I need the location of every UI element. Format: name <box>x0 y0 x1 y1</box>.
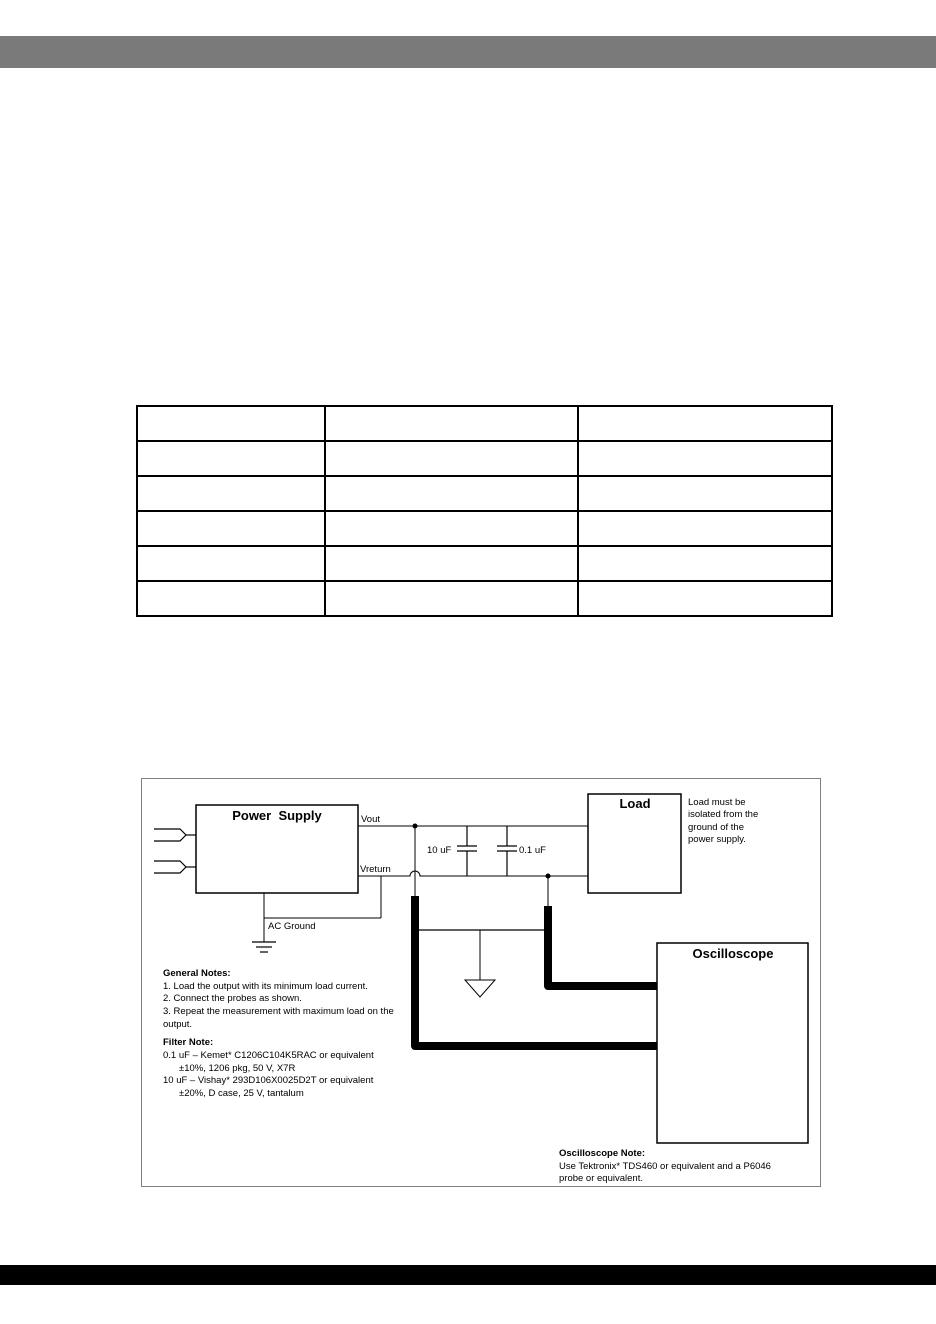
power-supply-label: Power Supply <box>232 808 322 823</box>
table-cell <box>325 441 578 476</box>
table-cell <box>325 511 578 546</box>
load-note-line: power supply. <box>688 834 746 845</box>
table-cell <box>325 476 578 511</box>
test-setup-diagram <box>141 778 821 1187</box>
table-cell <box>578 476 832 511</box>
general-note-line: 2. Connect the probes as shown. <box>163 993 302 1004</box>
chassis-ground-icon <box>465 980 495 997</box>
table-row <box>137 406 832 441</box>
vreturn-label: Vreturn <box>360 864 391 875</box>
table-cell <box>137 441 325 476</box>
oscilloscope-note-line: probe or equivalent. <box>559 1173 643 1184</box>
table-cell <box>137 511 325 546</box>
general-note-line: 3. Repeat the measurement with maximum load on the <box>163 1006 394 1017</box>
capacitor-10uf-symbol <box>457 826 477 876</box>
input-connector-2 <box>154 861 196 873</box>
general-note-line: output. <box>163 1019 193 1030</box>
table-cell <box>325 406 578 441</box>
load-note-line: isolated from the <box>688 809 759 820</box>
table-row <box>137 441 832 476</box>
load-note-line: ground of the <box>688 822 744 833</box>
table-row <box>137 546 832 581</box>
filter-note-line: 0.1 uF – Kemet* C1206C104K5RAC or equivalent <box>163 1050 374 1061</box>
table-row <box>137 511 832 546</box>
table-cell <box>325 546 578 581</box>
general-note-line: 1. Load the output with its minimum load current. <box>163 981 368 992</box>
probe-cable-vout <box>415 826 657 1046</box>
oscilloscope-note-line: Use Tektronix* TDS460 or equivalent and a P6046 <box>559 1161 771 1172</box>
oscilloscope-box <box>657 943 808 1143</box>
filter-note-line: 10 uF – Vishay* 293D106X0025D2T or equivalent <box>163 1075 374 1086</box>
table-cell <box>137 406 325 441</box>
input-connector-1 <box>154 829 196 841</box>
capacitor-10uf-label: 10 uF <box>427 845 452 856</box>
general-notes-title: General Notes: <box>163 968 231 979</box>
vreturn-wire <box>358 871 588 876</box>
load-note-line: Load must be <box>688 797 746 808</box>
filter-note-line: ±20%, D case, 25 V, tantalum <box>179 1088 304 1099</box>
table-cell <box>578 581 832 616</box>
earth-ground-icon <box>252 942 276 952</box>
capacitor-01uf-label: 0.1 uF <box>519 845 546 856</box>
table-cell <box>578 511 832 546</box>
oscilloscope-label: Oscilloscope <box>692 946 774 961</box>
table-cell <box>578 406 832 441</box>
table-row <box>137 581 832 616</box>
probe-cable-vreturn-thick <box>548 906 657 986</box>
table-cell <box>325 581 578 616</box>
filter-note-line: ±10%, 1206 pkg, 50 V, X7R <box>179 1063 296 1074</box>
filter-note-title: Filter Note: <box>163 1037 214 1048</box>
table-cell <box>137 581 325 616</box>
data-table <box>136 405 833 617</box>
capacitor-01uf-symbol <box>497 826 517 876</box>
footer-bar <box>0 1265 936 1285</box>
table-cell <box>137 476 325 511</box>
table-cell <box>578 441 832 476</box>
table-row <box>137 476 832 511</box>
ac-ground-label: AC Ground <box>268 921 316 932</box>
vout-label: Vout <box>361 814 381 825</box>
probe-cable-vout-thick <box>415 896 657 1046</box>
table-cell <box>578 546 832 581</box>
schematic-svg <box>142 779 820 1186</box>
load-label: Load <box>619 796 651 811</box>
table-cell <box>137 546 325 581</box>
header-bar <box>0 36 936 68</box>
oscilloscope-note-title: Oscilloscope Note: <box>559 1148 646 1159</box>
